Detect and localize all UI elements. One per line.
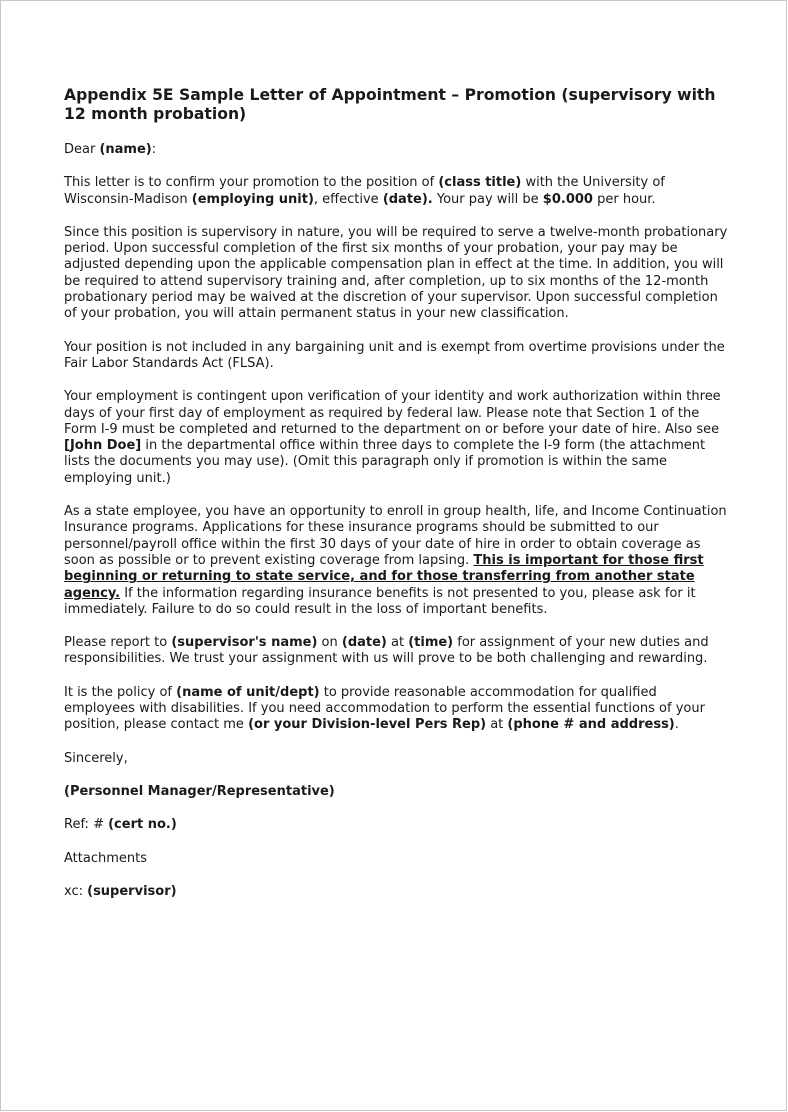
xc-line (64, 884, 729, 900)
text-segment: . (674, 717, 679, 733)
effective-date-placeholder: (date). (382, 191, 433, 207)
text-segment: , effective (313, 191, 383, 207)
important-notice: This is important for those first beginning or returning to state service, and for those transferring from another state agency. (64, 552, 704, 601)
text-segment: for assignment of your new duties and responsibilities. We trust your assignment with us will prove to be both challenging and rewarding. (64, 635, 709, 667)
text-segment: at (486, 717, 508, 733)
paragraph-report (64, 635, 729, 668)
ref-label: Ref: # (64, 817, 109, 833)
salutation-text: Dear (64, 142, 100, 157)
cert-number-placeholder: (cert no.) (108, 817, 177, 833)
text-segment: It is the policy of (64, 684, 177, 700)
salutation (64, 142, 729, 158)
text-segment: Your employment is contingent upon verification of your identity and work authorization within three days of your first day of employment as required by federal law. Please note that Section 1 of the Form I-9 must be completed and returned to the department on or before your date of hire. Also see (64, 389, 721, 437)
letter-body (64, 86, 729, 917)
text-segment: As a state employee, you have an opportunity to enroll in group health, life, and Income Continuation Insurance programs. Applications for these insurance programs should be submitted to our personnel/payroll office within the first 30 days of your date of hire in order to obtain coverage as soon as possible or to prevent existing coverage from lapsing. (64, 504, 727, 568)
paragraph-promotion (64, 175, 729, 208)
paragraph-employment-verification (64, 389, 729, 487)
report-date-placeholder: (date) (341, 635, 387, 651)
paragraph-insurance (64, 504, 729, 618)
document-title: Appendix 5E Sample Letter of Appointment – Promotion (supervisory with 12 month probation) (64, 86, 716, 123)
employing-unit-placeholder: (employing unit) (191, 191, 314, 207)
report-time-placeholder: (time) (408, 635, 454, 651)
paragraph-probation: Since this position is supervisory in nature, you will be required to serve a twelve-month probationary period. Upon successful completion of the first six months of your probation, your pay may be adjusted depending upon the applicable compensation plan in effect at the time. In addition, you will be required to attend supervisory training and, after completion, up to six months of the 12-month probationary period may be waived at the discretion of your supervisor. Upon successful completion of your probation, you will attain permanent status in your new classification. (64, 224, 728, 322)
salutation-name: (name) (99, 142, 152, 157)
text-segment: Please report to (64, 635, 172, 651)
text-segment: at (386, 635, 409, 651)
xc-supervisor-placeholder: (supervisor) (87, 883, 177, 899)
signature-placeholder: (Personnel Manager/Representative) (64, 783, 335, 799)
text-segment: on (317, 635, 342, 651)
unit-placeholder: (name of unit/dept) (176, 684, 320, 700)
text-segment: If the information regarding insurance benefits is not presented to you, please ask for it immediately. Failure to do so could result in the loss of important benefits. (64, 585, 696, 617)
paragraph-bargaining-unit: Your position is not included in any bargaining unit and is exempt from overtime provisions under the Fair Labor Standards Act (FLSA). (64, 339, 725, 371)
contact-placeholder: [John Doe] (64, 438, 142, 454)
attachments-line: Attachments (64, 850, 147, 866)
text-segment: Your pay will be (432, 191, 543, 207)
closing: Sincerely, (64, 750, 128, 766)
text-segment: per hour. (592, 191, 656, 207)
xc-label: xc: (64, 883, 88, 899)
text-segment: to provide reasonable accommodation for qualified employees with disabilities. If you need accommodation to perform the essential functions of your position, please contact me (64, 684, 705, 733)
text-segment: This letter is to confirm your promotion to the position of (64, 175, 439, 191)
salutation-colon: : (151, 142, 157, 157)
supervisor-name-placeholder: (supervisor's name) (171, 635, 318, 651)
class-title-placeholder: (class title) (438, 175, 522, 191)
pers-rep-placeholder: (or your Division-level Pers Rep) (248, 717, 487, 733)
text-segment: with the University of Wisconsin-Madison (64, 175, 665, 207)
pay-rate-placeholder: $0.000 (542, 191, 593, 207)
reference-line (64, 817, 729, 833)
paragraph-accommodation (64, 685, 729, 734)
phone-address-placeholder: (phone # and address) (507, 717, 675, 733)
text-segment: in the departmental office within three days to complete the I-9 form (the attachment lists the documents you may use). (Omit this paragraph only if promotion is within the same employing unit.) (64, 438, 706, 486)
